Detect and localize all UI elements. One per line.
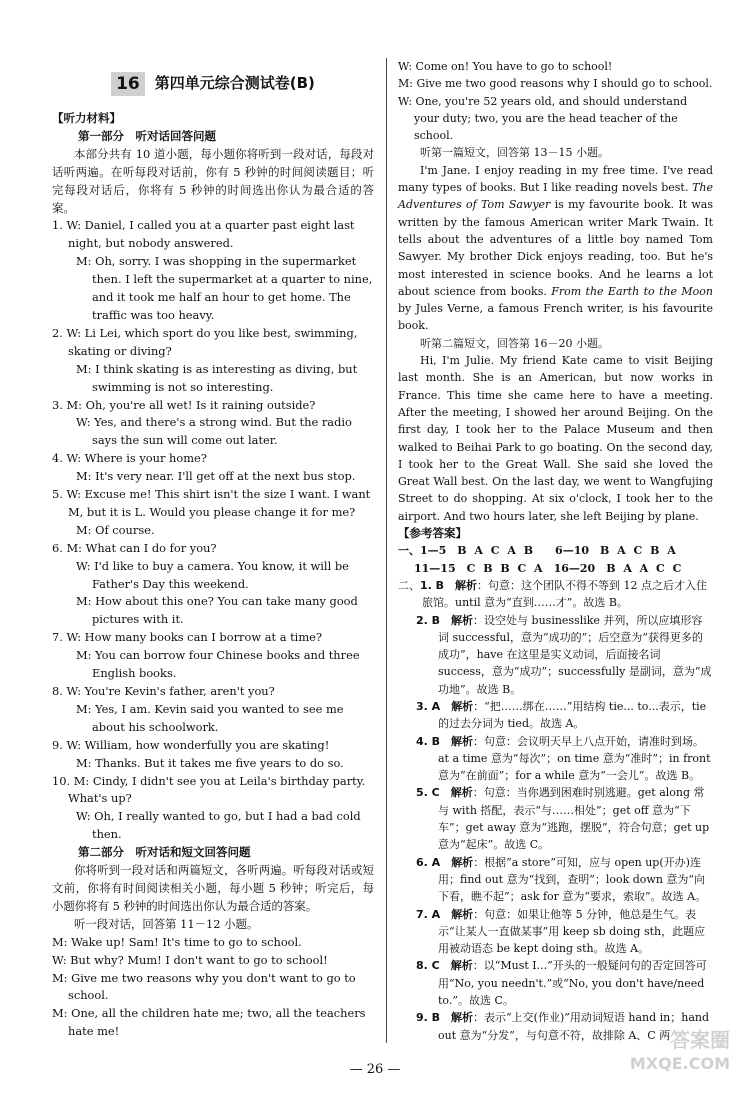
- explanation-item: 4. B 解析：句意：会议明天早上八点开始，请准时到场。at a time 意为“每次”；on time 意为“准时”；in front 意为“在前面”；for a while 意为“一会儿”。故选 B。: [416, 734, 711, 783]
- test-number-badge: 16: [111, 72, 145, 96]
- dialogue-line: 1. W: Daniel, I called you at a quarter past eight last night, but nobody answered.: [52, 218, 355, 251]
- dialogue-line: 8. W: You're Kevin's father, aren't you?: [52, 684, 275, 698]
- dialogue-line: W: I'd like to buy a camera. You know, it will be Father's Day this weekend.: [76, 558, 349, 591]
- explanation-item: 5. C 解析：句意：当你遇到困难时别逃避。get along 常与 with 搭配，表示“与……相处”；get off 意为“下车”；get away 意为“逃跑，摆脱”，符合句意；get up 意为“起床”。故选 C。: [416, 786, 710, 852]
- page-title: [52, 72, 374, 96]
- explanation-item: 6. A 解析：根据“a store”可知，应与 open up(开办)连用；find out 意为“找到，查明”；look down 意为“向下看，瞧不起”；ask for 意为“要求，索取”。故选 A。: [416, 855, 707, 904]
- part2-intro: 你将听到一段对话和两篇短文，各听两遍。听每段对话或短文前，你将有时间阅读相关小题，每小题 5 秒钟；听完后，每小题你将有 5 秒钟的时间选出你认为最合适的答案。: [52, 863, 374, 913]
- dialogue-line: M: You can borrow four Chinese books and three English books.: [76, 648, 360, 681]
- explanation-item: 9. B 解析：表示“上交(作业)”用动词短语 hand in；hand out 意为“分发”，与句意不符，故排除 A、C 两: [416, 1011, 710, 1042]
- book-title-tom-sawyer: The Adventures of Tom Sawyer: [398, 181, 713, 212]
- dialogue-line: M: Of course.: [76, 522, 155, 537]
- dialogue-intro: 听一段对话，回答第 11－12 小题。: [74, 916, 259, 931]
- dialogue-line: W: One, you're 52 years old, and should understand your duty; two, you are the head teacher of the school.: [398, 94, 688, 143]
- dialogue-line: W: Come on! You have to go to school!: [398, 60, 613, 73]
- dialogue-line: 10. M: Cindy, I didn't see you at Leila's birthday party. What's up?: [52, 773, 366, 806]
- dialogue-line: W: Yes, and there's a strong wind. But the radio says the sun will come out later.: [76, 415, 352, 448]
- answer-row-1: 一、1—5 B A C A B 6—10 B A C B A: [398, 544, 676, 558]
- right-column: [398, 58, 713, 1044]
- watermark-logo: 答案圈 MXQE.COM: [629, 1028, 730, 1073]
- dialogue-line: M: Oh, sorry. I was shopping in the supermarket then. I left the supermarket at a quarter to nine, and it took me half an hour to get home. The traffic was too heavy.: [76, 254, 373, 322]
- dialogue-line: 7. W: How many books can I borrow at a time?: [52, 630, 322, 645]
- part1-heading: 第一部分 听对话回答问题: [78, 128, 216, 143]
- dialogue-line: M: I think skating is as interesting as diving, but swimming is not so interesting.: [76, 361, 358, 394]
- explanation-item: 8. C 解析：以“Must I...”开头的一般疑问句的否定回答可用“No, you needn't.”或“No, you don't have/need to.”。故选 C。: [416, 959, 707, 1008]
- passage1-intro: 听第一篇短文，回答第 13－15 小题。: [420, 146, 609, 160]
- explanation-item: 3. A 解析：“把……绑在……”用结构 tie... to...表示，tie 的过去分词为 tied。故选 A。: [416, 699, 707, 731]
- dialogue-line: 2. W: Li Lei, which sport do you like best, swimming, skating or diving?: [52, 325, 358, 358]
- explanation-item: 2. B 解析：设空处与 businesslike 并列，所以应填形容词 successful，意为“成功的”；后空意为“获得更多的成功”，have 在这里是实义动词，后面接名词 success，意为“成功”；successfully 是副词，意为“成功地”。故选 B。: [416, 613, 712, 696]
- dialogue-line: M: Give me two good reasons why I should go to school.: [398, 77, 713, 91]
- part1-intro: 本部分共有 10 道小题，每小题你将听到一段对话，每段对话听两遍。在听每段对话前，你有 5 秒钟的时间阅读题目；听完每段对话后，你将有 5 秒钟的时间选出你认为最合适的答案。: [52, 146, 374, 215]
- dialogue-line: M: Wake up! Sam! It's time to go to school.: [52, 934, 302, 949]
- answer-heading: 【参考答案】: [398, 526, 467, 541]
- answer-row-2: 11—15 C B B C A 16—20 B A A C C: [414, 561, 682, 575]
- dialogue-line: M: How about this one? You can take many good pictures with it.: [76, 594, 358, 627]
- dialogue-line: 9. W: William, how wonderfully you are skating!: [52, 737, 330, 752]
- dialogue-line: 6. M: What can I do for you?: [52, 540, 217, 555]
- column-divider: [386, 58, 387, 1043]
- dialogue-line: M: One, all the children hate me; two, all the teachers hate me!: [52, 1006, 366, 1039]
- dialogue-line: 4. W: Where is your home?: [52, 451, 207, 466]
- dialogue-line: M: It's very near. I'll get off at the next bus stop.: [76, 469, 356, 484]
- part2-heading: 第二部分 听对话和短文回答问题: [78, 845, 251, 860]
- page-number: — 26 —: [349, 1062, 401, 1077]
- test-title: 第四单元综合测试卷(B): [154, 74, 315, 93]
- explanation-item: 二、1. B 解析：句意：这个团队不得不等到 12 点之后才入住旅馆。until 意为“直到……才”。故选 B。: [398, 578, 708, 610]
- left-column: [52, 58, 374, 1041]
- dialogue-line: 3. M: Oh, you're all wet! Is it raining outside?: [52, 397, 316, 412]
- answer-explanations: [398, 577, 713, 1044]
- dialogue-line: W: Oh, I really wanted to go, but I had a bad cold then.: [76, 809, 361, 842]
- dialogue-line: M: Thanks. But it takes me five years to do so.: [76, 755, 344, 770]
- book-title-earth-moon: From the Earth to the Moon: [551, 284, 713, 298]
- passage2-intro: 听第二篇短文，回答第 16－20 小题。: [420, 336, 609, 350]
- dialogue-line: M: Give me two reasons why you don't want to go to school.: [52, 970, 356, 1003]
- passage1-text: I'm Jane. I enjoy reading in my free time. I've read many types of books. But I like reading novels best. The Adventures of Tom Sawyer is my favourite book. It was written by the famous American writer Mark Twain. It tells about the adventures of a little boy named Tom Sawyer. My brother Dick enjoys reading, too. But he's most interested in science books. And he learns a lot about science from books. From the Earth to the Moon by Jules Verne, a famous French writer, is his favourite book.: [398, 163, 713, 333]
- dialogue-line: M: Yes, I am. Kevin said you wanted to see me about his schoolwork.: [76, 701, 344, 734]
- dialogue-line: 5. W: Excuse me! This shirt isn't the size I want. I want M, but it is L. Would you please change it for me?: [52, 487, 371, 519]
- explanation-item: 7. A 解析：句意：如果让他等 5 分钟，他总是生气。表示“让某人一直做某事”用 keep sb doing sth，此题应用被动语态 be kept doing sth。故选 A。: [416, 907, 706, 956]
- passage2-text: Hi, I'm Julie. My friend Kate came to visit Beijing last month. She is an American, but now works in France. This time she came here to have a meeting. After the meeting, I showed her around Beijing. On the first day, I took her to the Palace Museum and then walked to Beihai Park to go boating. On the second day, I took her to the Great Wall. She said she loved the Great Wall best. On the last day, we went to Wangfujing Street to do shopping. At six o'clock, I took her to the airport. And two hours later, she left Beijing by plane.: [398, 354, 713, 523]
- section-heading-listening: 【听力材料】: [52, 111, 121, 125]
- dialogue-line: W: But why? Mum! I don't want to go to school!: [52, 952, 328, 967]
